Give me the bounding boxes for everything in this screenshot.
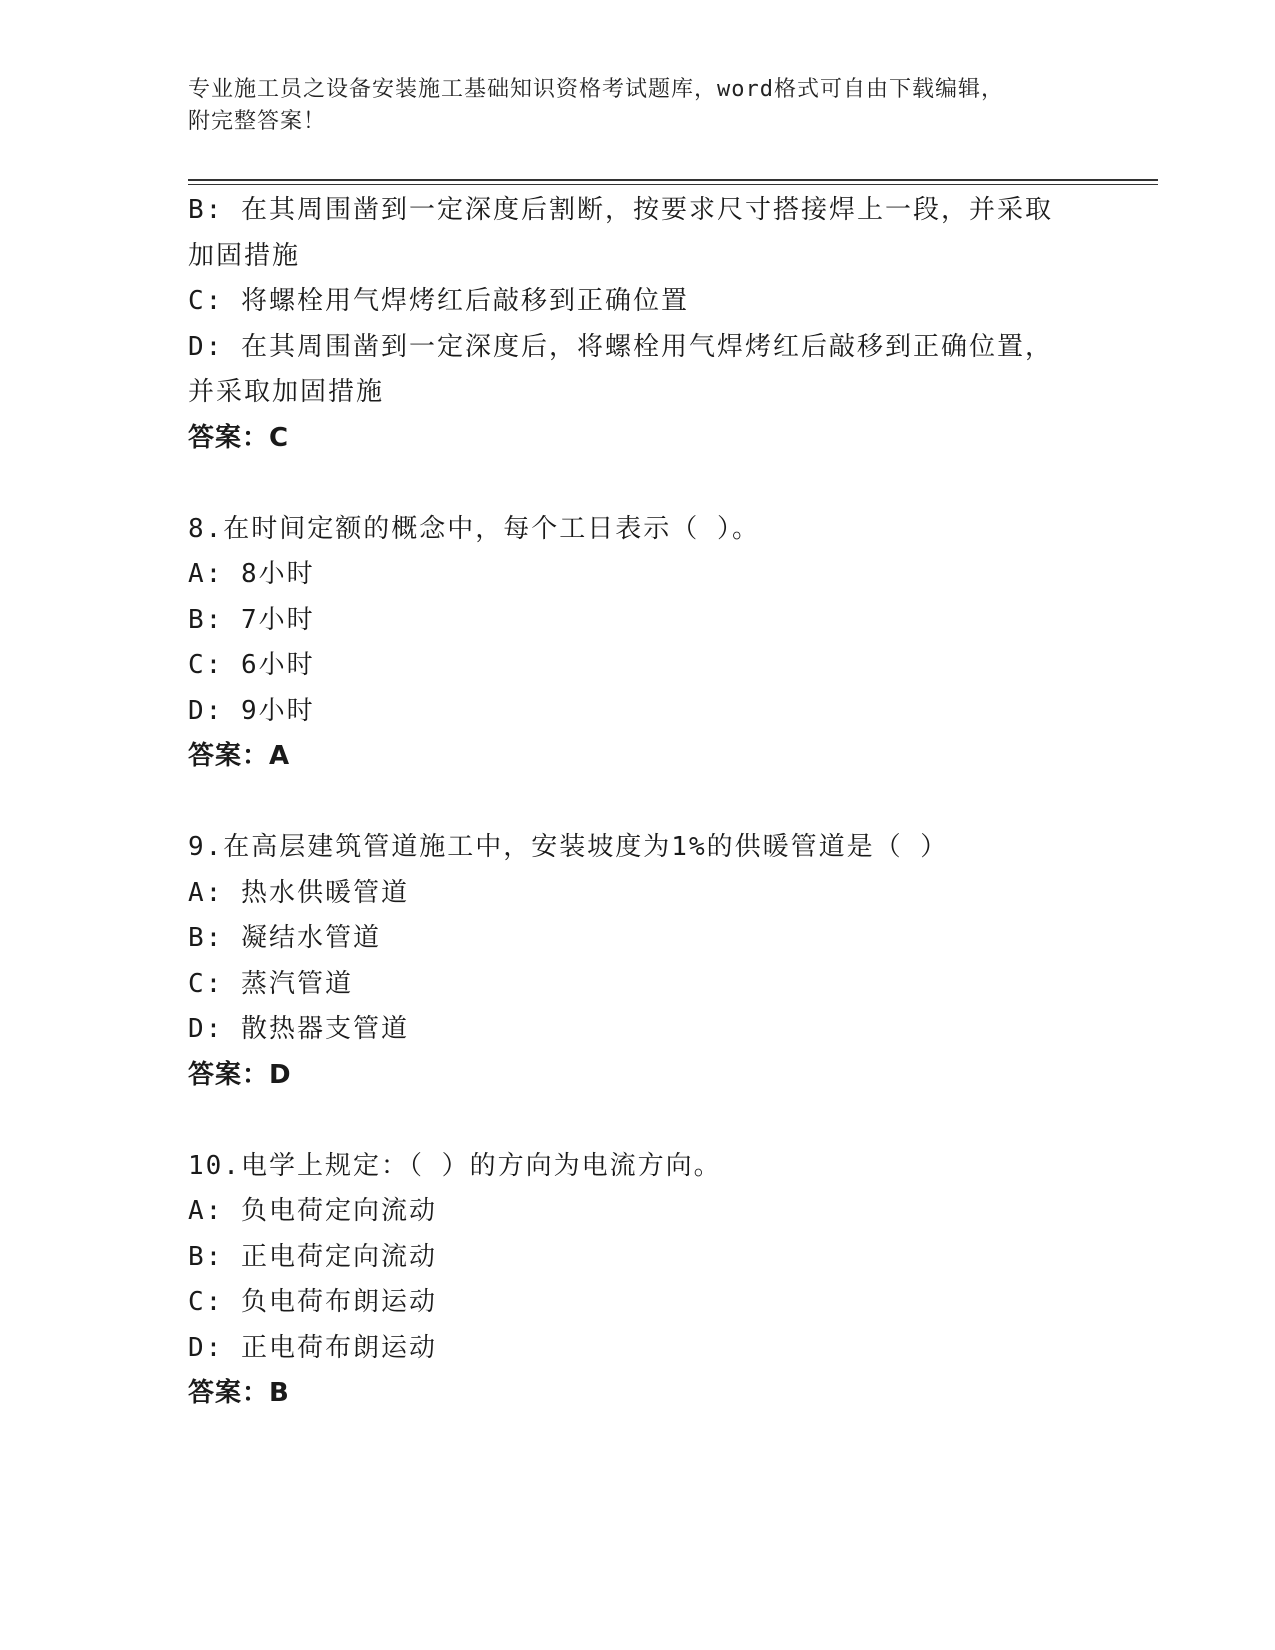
answer-label: 答案：A	[188, 741, 291, 771]
option-b-line-2: 加固措施	[188, 240, 301, 271]
option-d-line-1: D: 在其周围凿到一定深度后，将螺栓用气焊烤红后敲移到正确位置，	[188, 331, 1053, 362]
answer-label: 答案：C	[188, 422, 290, 453]
question-stem: 10.电学上规定：（ ）的方向为电流方向。	[188, 1150, 722, 1181]
option-c: C: 负电荷布朗运动	[188, 1287, 437, 1317]
header-rule-thin	[188, 184, 1158, 185]
question-spacer	[188, 461, 1088, 507]
option-c: C: 蒸汽管道	[188, 968, 353, 999]
option-d: D: 9小时	[188, 695, 315, 726]
header-rule-thick	[188, 179, 1158, 181]
answer-label: 答案：D	[188, 1059, 292, 1090]
question-spacer	[188, 780, 1088, 826]
option-c: C: 将螺栓用气焊烤红后敲移到正确位置	[188, 286, 689, 316]
header-line-1: 专业施工员之设备安装施工基础知识资格考试题库，word格式可自由下载编辑，	[188, 77, 1004, 102]
option-d-line-2: 并采取加固措施	[188, 377, 385, 407]
question-block-9	[188, 825, 1088, 1098]
option-b: B: 凝结水管道	[188, 923, 381, 953]
option-c: C: 6小时	[188, 650, 315, 680]
question-content	[188, 188, 1088, 1417]
header-line-2: 附完整答案！	[188, 109, 327, 134]
question-stem: 9.在高层建筑管道施工中，安装坡度为1%的供暖管道是（ ）	[188, 832, 949, 862]
option-a: A: 热水供暖管道	[188, 877, 409, 908]
option-d: D: 正电荷布朗运动	[188, 1332, 437, 1363]
question-stem: 8.在时间定额的概念中，每个工日表示（ ）。	[188, 513, 760, 544]
question-spacer	[188, 1098, 1088, 1144]
question-block-8	[188, 507, 1088, 780]
document-header	[188, 74, 1088, 138]
option-b: B: 7小时	[188, 604, 315, 635]
option-b: B: 正电荷定向流动	[188, 1241, 437, 1272]
question-block-10	[188, 1144, 1088, 1417]
option-a: A: 8小时	[188, 559, 315, 589]
answer-label: 答案：B	[188, 1378, 290, 1408]
option-d: D: 散热器支管道	[188, 1014, 409, 1044]
option-a: A: 负电荷定向流动	[188, 1196, 437, 1226]
option-b-line-1: B: 在其周围凿到一定深度后割断，按要求尺寸搭接焊上一段，并采取	[188, 195, 1053, 225]
prev-question-block	[188, 188, 1088, 461]
